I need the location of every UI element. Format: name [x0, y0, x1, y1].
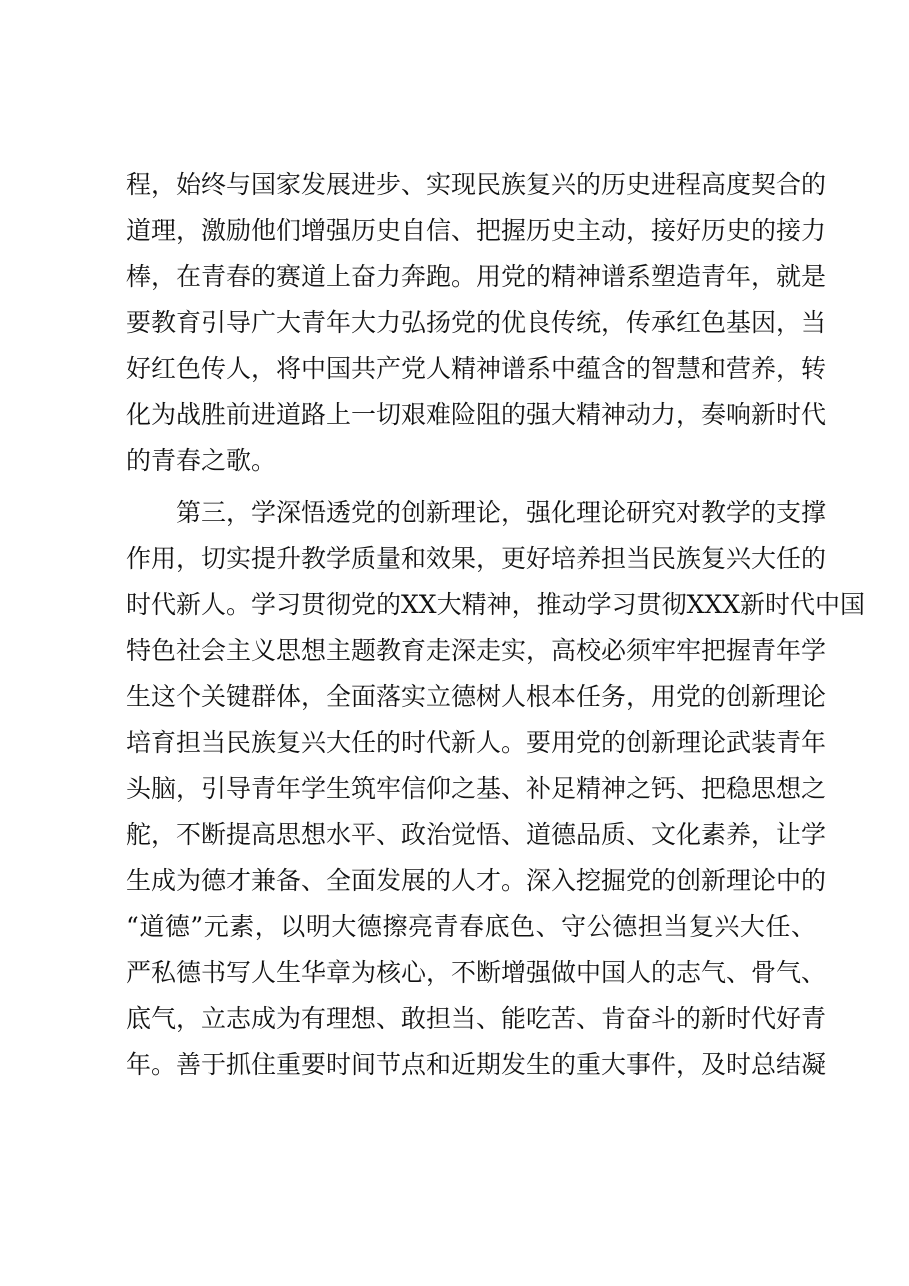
text-line: 好红色传人，将中国共产党人精神谱系中蕴含的智慧和营养，转 [126, 354, 827, 383]
text-line: 严私德书写人生华章为核心，不断增强做中国人的志气、骨气、 [126, 958, 827, 987]
text-line: 时代新人。学习贯彻党的XX大精神，推动学习贯彻XXX新时代中国 [126, 590, 865, 619]
text-line: 程，始终与国家发展进步、实现民族复兴的历史进程高度契合的 [126, 170, 827, 199]
text-line: 作用，切实提升教学质量和效果，更好培养担当民族复兴大任的 [126, 544, 827, 573]
text-line: 生这个关键群体，全面落实立德树人根本任务，用党的创新理论 [126, 682, 827, 711]
text-line: 化为战胜前进道路上一切艰难险阻的强大精神动力，奏响新时代 [126, 400, 827, 429]
text-line: 头脑，引导青年学生筑牢信仰之基、补足精神之钙、把稳思想之 [126, 774, 827, 803]
text-line: 棒，在青春的赛道上奋力奔跑。用党的精神谱系塑造青年，就是 [126, 262, 827, 291]
text-line: 培育担当民族复兴大任的时代新人。要用党的创新理论武装青年 [126, 728, 827, 757]
paragraph-start-line: 第三，学深悟透党的创新理论，强化理论研究对教学的支撑 [176, 498, 827, 527]
text-line: “道德”元素，以明大德擦亮青春底色、守公德担当复兴大任、 [126, 912, 816, 941]
text-line: 道理，激励他们增强历史自信、把握历史主动，接好历史的接力 [126, 216, 827, 245]
text-line: 生成为德才兼备、全面发展的人才。深入挖掘党的创新理论中的 [126, 866, 827, 895]
text-line: 底气，立志成为有理想、敢担当、能吃苦、肯奋斗的新时代好青 [126, 1004, 827, 1033]
text-line: 舵，不断提高思想水平、政治觉悟、道德品质、文化素养，让学 [126, 820, 827, 849]
text-line: 的青春之歌。 [126, 446, 277, 475]
text-line: 年。善于抓住重要时间节点和近期发生的重大事件，及时总结凝 [126, 1050, 827, 1079]
text-line: 特色社会主义思想主题教育走深走实，高校必须牢牢把握青年学 [126, 636, 827, 665]
text-line: 要教育引导广大青年大力弘扬党的优良传统，传承红色基因，当 [126, 308, 827, 337]
